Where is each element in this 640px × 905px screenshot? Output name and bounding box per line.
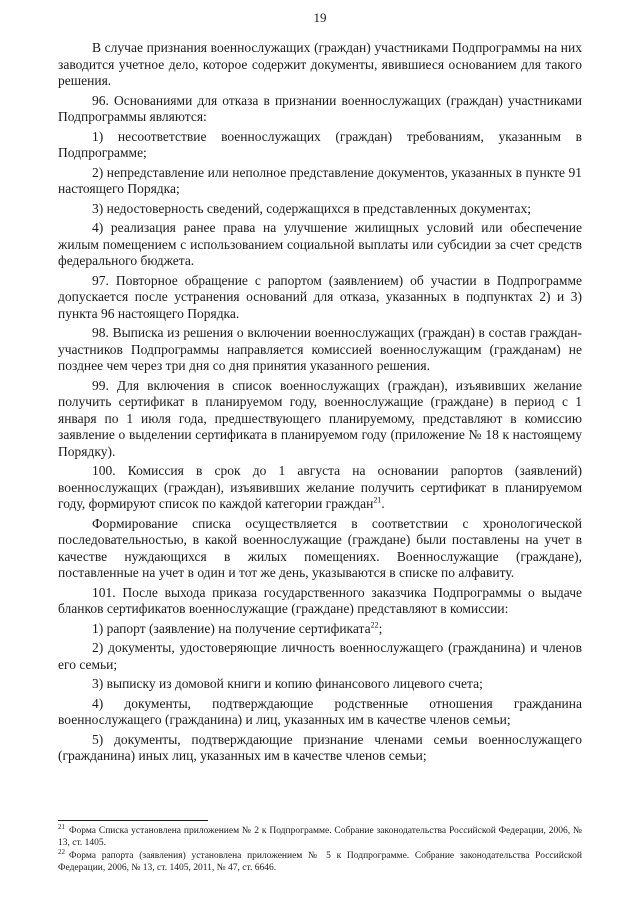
paragraph: 101. После выхода приказа государственного заказчика Подпрограммы о выдаче бланков сертификатов военнослужащие (граждане) представляют в комиссии: bbox=[58, 584, 582, 616]
paragraph: 3) выписку из домовой книги и копию финансового лицевого счета; bbox=[92, 676, 483, 691]
paragraph: 100. Комиссия в срок до 1 августа на основании рапортов (заявлений) военнослужащих (граждан), изъявивших желание получить сертификат в планируемом году, формируют список по каждой категории граждан$^{21}$. bbox=[58, 463, 582, 511]
footnote: $^{22}$ Форма рапорта (заявления) установлена приложением № 5 к Подпрограмме. Собрание законодательства Российской Федерации, 2006, № 13, ст. 1405, 2011, № 47, ст. 6646. bbox=[58, 847, 582, 873]
paragraph: 97. Повторное обращение с рапортом (заявлением) об участии в Подпрограмме допускается после устранения оснований для отказа, указанных в подпунктах 2) и 3) пункта 96 настоящего Порядка. bbox=[58, 272, 582, 321]
document-body bbox=[58, 40, 582, 768]
paragraph: 4) документы, подтверждающие родственные отношения гражданина военнослужащего (гражданина) и лиц, указанных им в качестве членов семьи; bbox=[58, 695, 582, 727]
paragraph: 99. Для включения в список военнослужащих (граждан), изъявивших желание получить сертификат в планируемом году, военнослужащие (граждане) в период с 1 января по 1 июля года, предшествующего планируемому, представляют в комиссию заявление о выделении сертификата в планируемом году (приложение № 18 к настоящему Порядку). bbox=[58, 377, 582, 459]
paragraph: 2) документы, удостоверяющие личность военнослужащего (гражданина) и членов его семьи; bbox=[58, 640, 582, 672]
footnote: $^{21}$ Форма Списка установлена приложением № 2 к Подпрограмме. Собрание законодательства Российской Федерации, 2006, № 13, ст. 1405. bbox=[58, 822, 582, 848]
paragraph: 4) реализация ранее права на улучшение жилищных условий или обеспечение жилым помещением с использованием социальной выплаты или субсидии за счет средств федерального бюджета. bbox=[58, 220, 582, 268]
paragraph: 5) документы, подтверждающие признание членами семьи военнослужащего (гражданина) иных лиц, указанных им в качестве членов семьи; bbox=[58, 731, 582, 763]
page-number: 19 bbox=[313, 10, 327, 25]
footnote-mark: 21 bbox=[58, 822, 65, 831]
footnotes bbox=[58, 822, 582, 875]
paragraph: 96. Основаниями для отказа в признании военнослужащих (граждан) участниками Подпрограммы являются: bbox=[58, 92, 582, 124]
paragraph: В случае признания военнослужащих (граждан) участниками Подпрограммы на них заводится учетное дело, которое содержит документы, явившиеся основанием для такого решения. bbox=[58, 40, 582, 88]
footnote-mark: 22 bbox=[58, 847, 65, 856]
paragraph: 2) непредставление или неполное представление документов, указанных в пункте 91 настоящего Порядка; bbox=[58, 164, 582, 196]
paragraph: 1) несоответствие военнослужащих (граждан) требованиям, указанным в Подпрограмме; bbox=[58, 128, 582, 160]
paragraph: Формирование списка осуществляется в соответствии с хронологической последовательностью, в какой военнослужащие (граждане) были поставлены на учет в качестве нуждающихся в жилых помещениях. Военнослужащие (граждане), поставленные на учет в один и тот же день, указываются в списке по алфавиту. bbox=[58, 515, 582, 580]
paragraph: 3) недостоверность сведений, содержащихся в представленных документах; bbox=[92, 200, 531, 216]
footnote-ref: 21 bbox=[373, 495, 382, 505]
paragraph: 98. Выписка из решения о включении военнослужащих (граждан) в состав граждан-участников Подпрограммы направляется комиссией военнослужащим (гражданам) не позднее чем через три дня со дня принятия указанного решения. bbox=[58, 325, 582, 373]
footnote-ref: 22 bbox=[370, 620, 379, 629]
footnote-separator bbox=[58, 820, 208, 821]
paragraph: 1) рапорт (заявление) на получение сертификата$^{22}$; bbox=[92, 620, 383, 636]
